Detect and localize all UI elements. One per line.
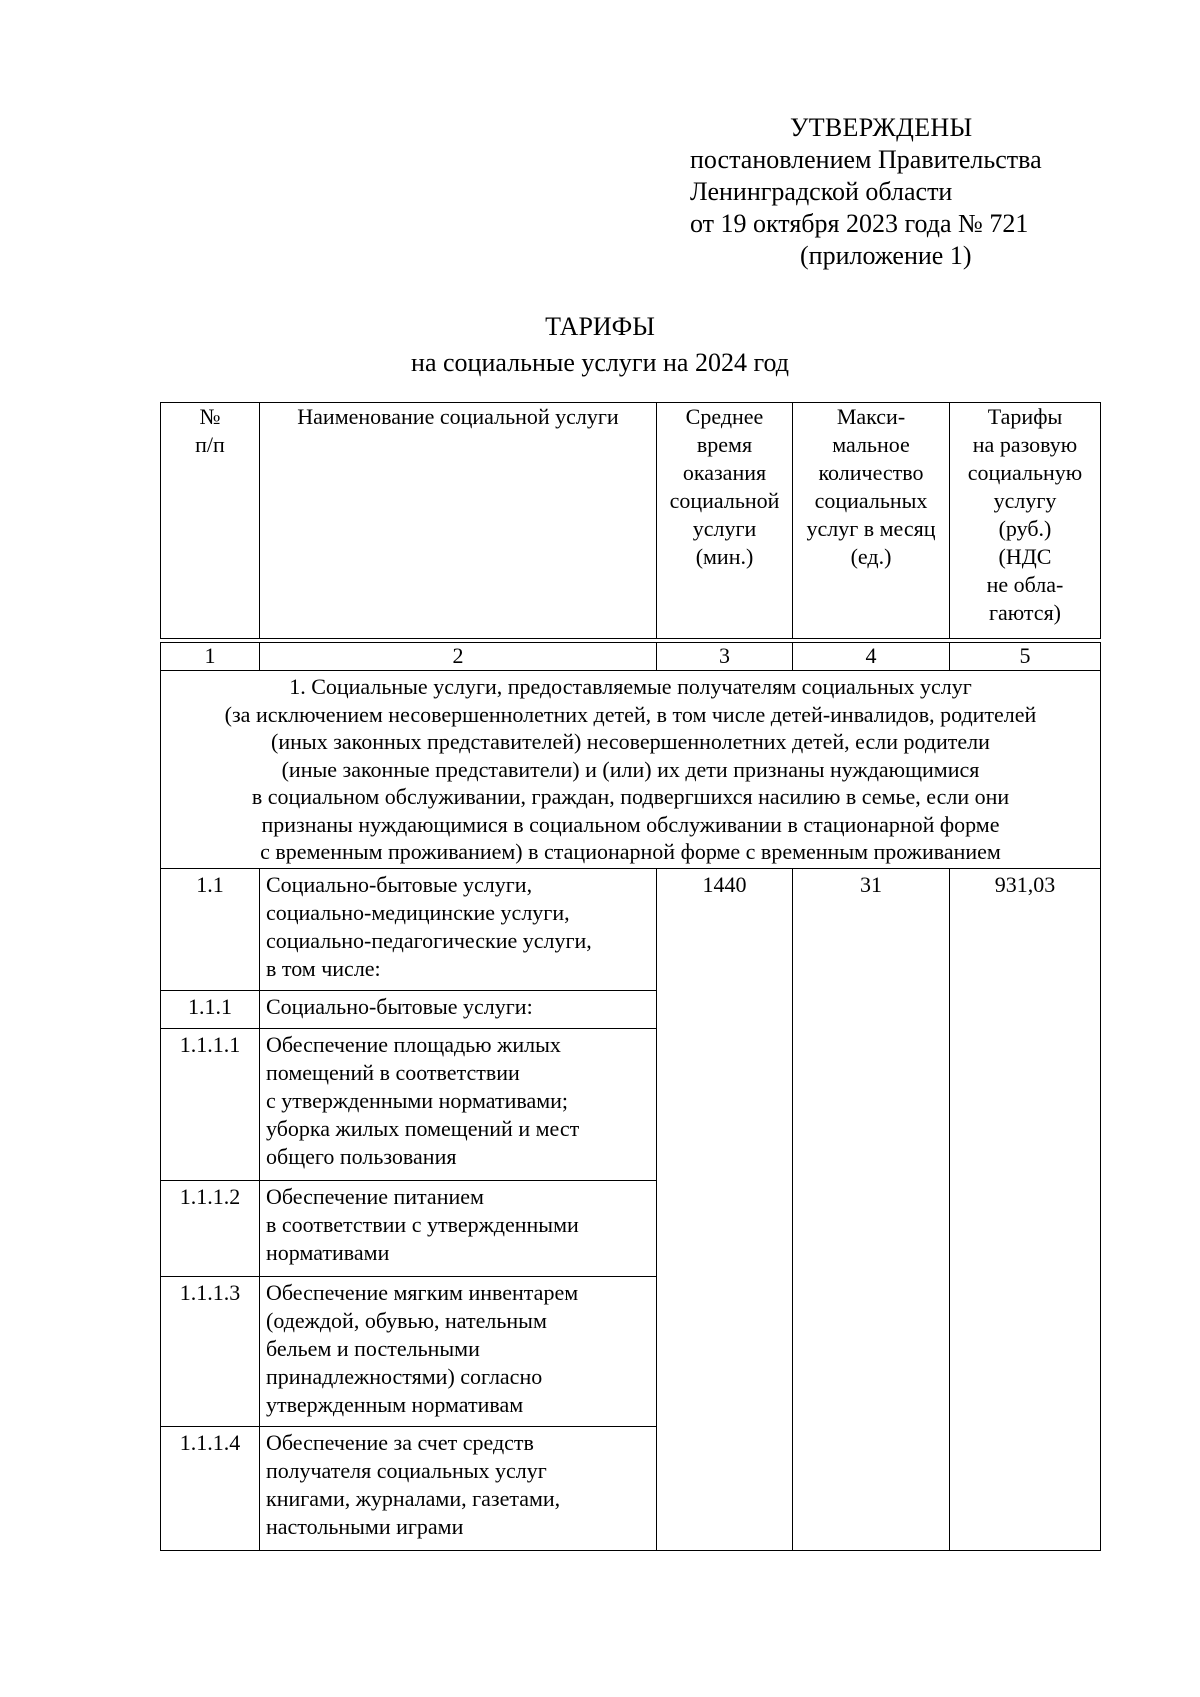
approval-line-1: постановлением Правительства [690, 145, 1042, 174]
header-time: Среднее время оказания социальной услуги (мин.) [657, 403, 793, 639]
approval-block [690, 112, 1110, 272]
section-row [161, 671, 1101, 869]
column-number: 3 [657, 643, 793, 671]
row-name: Обеспечение за счет средств получателя социальных услуг книгами, журналами, газетами, настольными играми [260, 1426, 657, 1550]
header-tariff: Тарифы на разовую социальную услугу (руб.) (НДС не обла- гаются) [950, 403, 1101, 639]
approval-line-2: Ленинградской области [690, 177, 953, 206]
row-code: 1.1.1.1 [161, 1028, 260, 1180]
row-code: 1.1.1.2 [161, 1180, 260, 1276]
row-name: Обеспечение мягким инвентарем (одеждой, обувью, нательным бельем и постельными принадлежностями) согласно утвержденным нормативам [260, 1276, 657, 1426]
tariff-table [160, 402, 1101, 1551]
row-name: Социально-бытовые услуги, социально-медицинские услуги, социально-педагогические услуги, в том числе: [260, 868, 657, 990]
row-time: 1440 [657, 868, 793, 1550]
row-name: Обеспечение питанием в соответствии с утвержденными нормативами [260, 1180, 657, 1276]
column-numbers-row [161, 643, 1101, 671]
row-name: Социально-бытовые услуги: [260, 990, 657, 1028]
row-name: Обеспечение площадью жилых помещений в соответствии с утвержденными нормативами; уборка жилых помещений и мест общего пользования [260, 1028, 657, 1180]
header-row [161, 403, 1101, 639]
section-title: 1. Социальные услуги, предоставляемые получателям социальных услуг (за исключением несовершеннолетних детей, в том числе детей-инвалидов, родителей (иных законных представителей) несовершеннолетних детей, если родители (иные законные представители) и (или) их дети признаны нуждающимися в социальном обслуживании, граждан, подвергшихся насилию в семье, если они признаны нуждающимися в социальном обслуживании в стационарной форме с временным проживанием) в стационарной форме с временным проживанием [161, 671, 1101, 869]
row-code: 1.1.1 [161, 990, 260, 1028]
approval-attachment: (приложение 1) [800, 241, 972, 270]
row-code: 1.1.1.3 [161, 1276, 260, 1426]
table-row [161, 868, 1101, 990]
column-number: 4 [793, 643, 950, 671]
column-number: 1 [161, 643, 260, 671]
header-num: № п/п [161, 403, 260, 639]
row-code: 1.1 [161, 868, 260, 990]
row-max: 31 [793, 868, 950, 1550]
header-name: Наименование социальной услуги [260, 403, 657, 639]
document-title: ТАРИФЫ [545, 312, 655, 341]
column-number: 2 [260, 643, 657, 671]
column-number: 5 [950, 643, 1101, 671]
document-subtitle: на социальные услуги на 2024 год [411, 348, 789, 377]
approval-line-3: от 19 октября 2023 года № 721 [690, 209, 1029, 238]
row-code: 1.1.1.4 [161, 1426, 260, 1550]
row-tariff: 931,03 [950, 868, 1101, 1550]
header-max: Макси- мальное количество социальных услуг в месяц (ед.) [793, 403, 950, 639]
approval-title: УТВЕРЖДЕНЫ [790, 113, 973, 142]
